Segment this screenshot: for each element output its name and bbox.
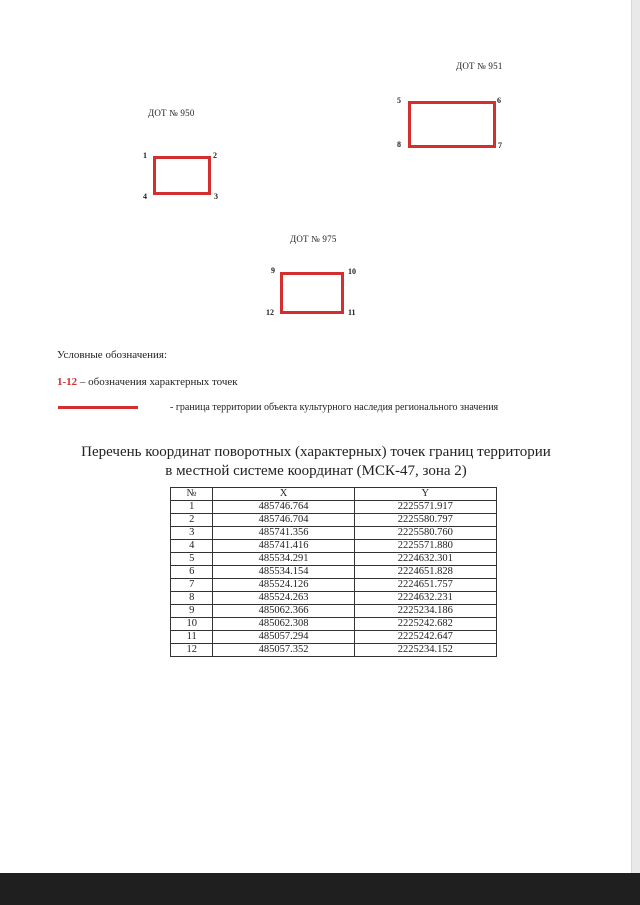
dot-950-label: ДОТ № 950 [148, 108, 195, 118]
cell-y: 2224651.828 [354, 566, 496, 579]
legend-points-text: – обозначения характерных точек [77, 376, 238, 388]
point-10: 10 [348, 267, 356, 276]
cell-number: 2 [171, 514, 213, 527]
dot-951-label: ДОТ № 951 [456, 61, 503, 71]
point-6: 6 [497, 96, 501, 105]
legend-boundary-text: - граница территории объекта культурного наследия регионального значения [170, 402, 499, 413]
cell-y: 2225242.647 [354, 631, 496, 644]
header-number: № [171, 488, 213, 501]
coords-title [0, 443, 632, 481]
point-12: 12 [266, 308, 274, 317]
cell-number: 1 [171, 501, 213, 514]
cell-x: 485741.416 [213, 540, 354, 553]
dot-975-boundary [280, 272, 344, 314]
cell-y: 2225234.152 [354, 644, 496, 657]
coords-title-line2: в местной системе координат (МСК-47, зона 2) [165, 463, 467, 479]
legend-title: Условные обозначения: [57, 349, 168, 361]
cell-y: 2225234.186 [354, 605, 496, 618]
cell-x: 485062.308 [213, 618, 354, 631]
table-row [171, 527, 497, 540]
table-row [171, 631, 497, 644]
point-4: 4 [143, 192, 147, 201]
bottom-bar [0, 873, 640, 905]
cell-x: 485524.126 [213, 579, 354, 592]
cell-number: 4 [171, 540, 213, 553]
cell-y: 2225580.760 [354, 527, 496, 540]
cell-number: 11 [171, 631, 213, 644]
cell-x: 485057.352 [213, 644, 354, 657]
table-row [171, 501, 497, 514]
coordinates-table [170, 487, 497, 657]
cell-x: 485741.356 [213, 527, 354, 540]
point-7: 7 [498, 141, 502, 150]
point-3: 3 [214, 192, 218, 201]
dot-951-boundary [408, 101, 496, 148]
cell-x: 485524.263 [213, 592, 354, 605]
cell-number: 10 [171, 618, 213, 631]
cell-x: 485057.294 [213, 631, 354, 644]
table-row [171, 553, 497, 566]
table-row [171, 579, 497, 592]
cell-y: 2225242.682 [354, 618, 496, 631]
cell-y: 2225580.797 [354, 514, 496, 527]
cell-x: 485746.764 [213, 501, 354, 514]
point-8: 8 [397, 140, 401, 149]
cell-number: 7 [171, 579, 213, 592]
cell-number: 12 [171, 644, 213, 657]
cell-y: 2225571.917 [354, 501, 496, 514]
legend-points-row [57, 376, 238, 388]
table-header-row [171, 488, 497, 501]
cell-y: 2225571.880 [354, 540, 496, 553]
cell-x: 485534.291 [213, 553, 354, 566]
cell-y: 2224632.301 [354, 553, 496, 566]
table-row [171, 540, 497, 553]
dot-950-boundary [153, 156, 211, 195]
cell-number: 5 [171, 553, 213, 566]
table-row [171, 605, 497, 618]
cell-x: 485534.154 [213, 566, 354, 579]
point-9: 9 [271, 266, 275, 275]
cell-x: 485062.366 [213, 605, 354, 618]
cell-y: 2224632.231 [354, 592, 496, 605]
table-row [171, 644, 497, 657]
header-y: Y [354, 488, 496, 501]
point-2: 2 [213, 151, 217, 160]
table-row [171, 566, 497, 579]
cell-number: 9 [171, 605, 213, 618]
table-row [171, 592, 497, 605]
cell-number: 3 [171, 527, 213, 540]
legend-points-range: 1-12 [57, 376, 78, 388]
legend-boundary-line [58, 406, 138, 409]
cell-x: 485746.704 [213, 514, 354, 527]
page-edge-strip [631, 0, 640, 905]
table-row [171, 618, 497, 631]
dot-975-label: ДОТ № 975 [290, 234, 337, 244]
header-x: X [213, 488, 354, 501]
table-row [171, 514, 497, 527]
point-11: 11 [348, 308, 356, 317]
point-5: 5 [397, 96, 401, 105]
cell-number: 6 [171, 566, 213, 579]
coords-title-line1: Перечень координат поворотных (характерных) точек границ территории [81, 444, 551, 460]
cell-y: 2224651.757 [354, 579, 496, 592]
cell-number: 8 [171, 592, 213, 605]
point-1: 1 [143, 151, 147, 160]
